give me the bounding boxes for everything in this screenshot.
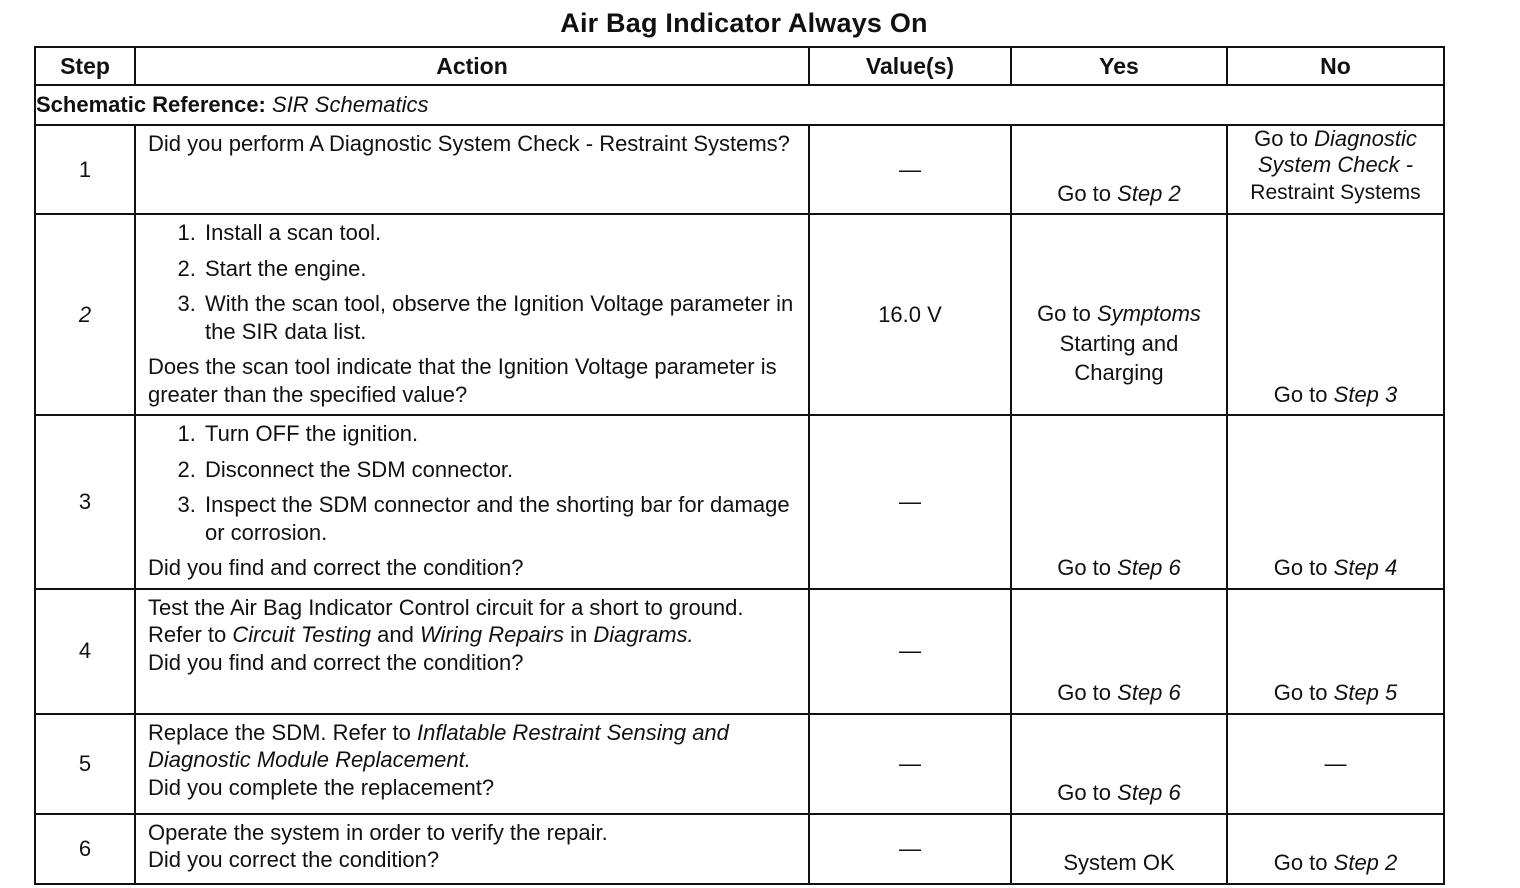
step-number: 1	[35, 125, 135, 214]
diagnostic-check-link[interactable]: Diagnostic System Check -	[1257, 126, 1417, 178]
step-number: 6	[35, 814, 135, 884]
step-link[interactable]: Step 2	[1117, 180, 1181, 206]
list-item: 3. Inspect the SDM connector and the shorting bar for damage or corrosion.	[202, 491, 798, 546]
question-text: Did you complete the replacement?	[148, 774, 495, 800]
step-link[interactable]: Step 2	[1333, 850, 1398, 875]
step-link[interactable]: Step 4	[1333, 555, 1398, 580]
yes-cell[interactable]: Go to Step 6	[1011, 415, 1227, 589]
action-cell	[135, 415, 809, 589]
step-link[interactable]: Step 3	[1333, 381, 1398, 407]
yes-cell[interactable]: Go to Step 6	[1011, 589, 1227, 714]
schematic-link[interactable]: SIR Schematics	[272, 92, 429, 118]
table-row	[35, 714, 1444, 814]
value-cell: —	[809, 125, 1011, 214]
diagrams-link[interactable]: Diagrams.	[593, 622, 694, 647]
step-number: 3	[35, 415, 135, 589]
instruction-list	[148, 219, 798, 345]
question-text: Did you correct the condition?	[148, 847, 440, 872]
step-number: 2	[35, 214, 135, 415]
action-cell	[135, 214, 809, 415]
no-cell[interactable]: Go to Diagnostic System Check - Restraint Systems	[1227, 125, 1444, 214]
schematic-label: Schematic Reference:	[36, 92, 266, 118]
value-cell: 16.0 V	[809, 214, 1011, 415]
circuit-testing-link[interactable]: Circuit Testing	[232, 622, 371, 647]
header-action: Action	[135, 47, 809, 85]
list-item: 3. With the scan tool, observe the Ignition Voltage parameter in the SIR data list.	[202, 290, 798, 345]
yes-cell[interactable]: Go to Step 2	[1011, 125, 1227, 214]
action-cell: Test the Air Bag Indicator Control circuit for a short to ground. Refer to Circuit Testing and Wiring Repairs in Diagrams. Did you find and correct the condition?	[135, 589, 809, 714]
header-no: No	[1227, 47, 1444, 85]
header-yes: Yes	[1011, 47, 1227, 85]
no-cell[interactable]: Go to Step 4	[1227, 415, 1444, 589]
list-item: 1. Turn OFF the ignition.	[202, 420, 798, 448]
action-cell	[135, 814, 809, 884]
step-link[interactable]: Step 6	[1117, 780, 1181, 805]
action-cell: Replace the SDM. Refer to Inflatable Restraint Sensing and Diagnostic Module Replacement. Did you complete the replacement?	[135, 714, 809, 814]
header-row	[35, 47, 1444, 85]
action-cell	[135, 125, 809, 214]
sdm-replacement-link[interactable]: Inflatable Restraint Sensing and Diagnostic Module Replacement.	[148, 719, 729, 772]
step-number: 5	[35, 714, 135, 814]
table-row	[35, 814, 1444, 884]
schematic-reference-row	[35, 85, 1444, 125]
no-cell[interactable]: Go to Step 3	[1227, 214, 1444, 415]
step-number: 4	[35, 589, 135, 714]
list-item: 2. Disconnect the SDM connector.	[202, 456, 798, 484]
value-cell: —	[809, 814, 1011, 884]
action-text: Did you perform A Diagnostic System Check -	[148, 131, 594, 156]
value-cell: —	[809, 415, 1011, 589]
action-text-tail: Restraint Systems?	[599, 131, 790, 156]
action-text: Operate the system in order to verify the repair.	[148, 819, 608, 845]
table-row	[35, 214, 1444, 415]
no-cell[interactable]: Go to Step 2	[1227, 814, 1444, 884]
symptoms-link[interactable]: Symptoms	[1097, 301, 1201, 326]
question-text: Did you find and correct the condition?	[148, 555, 524, 580]
question-text: Does the scan tool indicate that the Ignition Voltage parameter is greater than the specified value?	[148, 354, 777, 407]
value-cell: —	[809, 589, 1011, 714]
yes-cell[interactable]: Go to Symptoms Starting and Charging	[1011, 214, 1227, 415]
question-text: Did you find and correct the condition?	[148, 649, 524, 675]
value-cell: —	[809, 714, 1011, 814]
page-title: Air Bag Indicator Always On	[560, 8, 928, 38]
diagnostic-table	[34, 46, 1445, 885]
no-tail: Restraint Systems	[1250, 180, 1421, 204]
header-step: Step	[35, 47, 135, 85]
wiring-repairs-link[interactable]: Wiring Repairs	[419, 622, 565, 647]
table-row	[35, 415, 1444, 589]
table-row	[35, 125, 1444, 214]
no-cell: —	[1227, 714, 1444, 814]
instruction-list	[148, 420, 798, 546]
table-row	[35, 589, 1444, 714]
step-link[interactable]: Step 5	[1333, 680, 1398, 705]
yes-tail: Starting and Charging	[1059, 330, 1179, 386]
yes-cell[interactable]: Go to Step 6	[1011, 714, 1227, 814]
step-link[interactable]: Step 6	[1117, 680, 1181, 705]
header-values: Value(s)	[809, 47, 1011, 85]
no-cell[interactable]: Go to Step 5	[1227, 589, 1444, 714]
list-item: 1. Install a scan tool.	[202, 219, 798, 247]
schematic-reference	[35, 85, 1444, 125]
step-link[interactable]: Step 6	[1117, 555, 1181, 580]
yes-cell: System OK	[1011, 814, 1227, 884]
list-item: 2. Start the engine.	[202, 255, 798, 283]
